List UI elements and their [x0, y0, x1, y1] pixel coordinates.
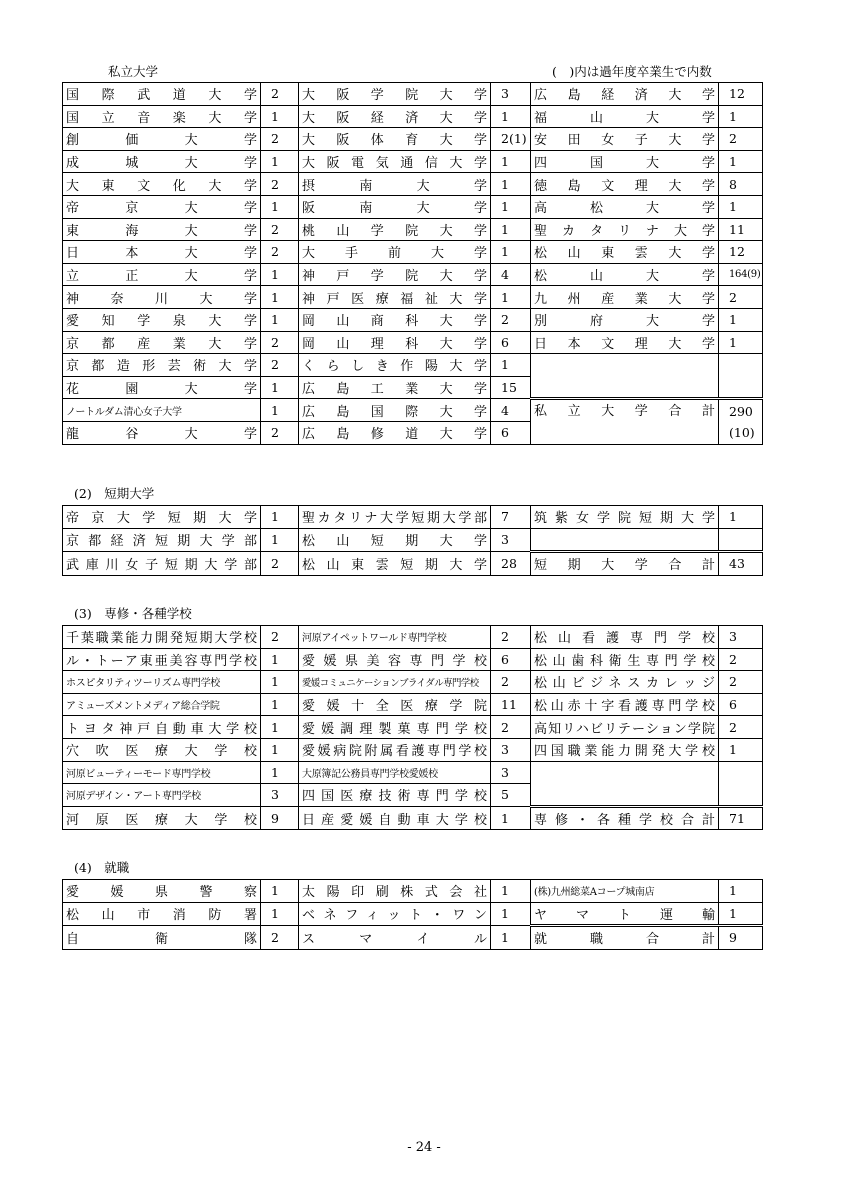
employment-table: [62, 879, 763, 950]
table-row: [63, 528, 763, 552]
count: 3: [491, 738, 531, 761]
school-name: 太陽印刷株式会社: [299, 880, 491, 903]
count: 1: [719, 331, 763, 354]
private-university-table: [62, 82, 763, 445]
count: 12: [719, 83, 763, 106]
vocational-school-table: [62, 625, 763, 830]
count: 1: [261, 506, 299, 529]
school-name: 神戸学院大学: [299, 263, 491, 286]
school-name: 松山歯科衛生専門学校: [531, 648, 719, 671]
school-name: 広島国際大学: [299, 399, 491, 422]
count: 1: [261, 150, 299, 173]
school-name: 愛媛県美容専門学校: [299, 648, 491, 671]
count: 1: [719, 506, 763, 529]
school-name: 河原アイペットワールド専門学校: [299, 626, 491, 649]
count: 2: [261, 218, 299, 241]
school-name: 花園大学: [63, 376, 261, 399]
count: 2: [719, 671, 763, 694]
empty-cell: [531, 761, 719, 806]
table-row: [63, 399, 763, 422]
table-row: [63, 83, 763, 106]
school-name: ル・トーア東亜美容専門学校: [63, 648, 261, 671]
table-row: [63, 150, 763, 173]
employment-heading: (4) 就職: [74, 860, 130, 875]
count: 1: [261, 716, 299, 739]
school-name: 愛媛病院附属看護専門学校: [299, 738, 491, 761]
school-name: トヨタ神戸自動車大学校: [63, 716, 261, 739]
past-graduates-note: ( )内は過年度卒業生で内数: [552, 64, 712, 79]
count: 3: [261, 784, 299, 807]
table-row: [63, 716, 763, 739]
table-row: [63, 926, 763, 950]
school-name: 松山赤十字看護専門学校: [531, 693, 719, 716]
count: 2: [491, 626, 531, 649]
school-name: 松山短期大学: [299, 528, 491, 552]
school-name: 龍谷大学: [63, 421, 261, 444]
count: 1: [719, 150, 763, 173]
school-name: 愛知学泉大学: [63, 308, 261, 331]
count: 1: [261, 399, 299, 422]
count: 1: [261, 880, 299, 903]
count: 4: [491, 399, 531, 422]
count: 15: [491, 376, 531, 399]
school-name: 河原医療大学校: [63, 806, 261, 830]
table-row: [63, 173, 763, 196]
school-name: ノートルダム清心女子大学: [63, 399, 261, 422]
school-name: 愛媛コミュニケーションブライダル専門学校: [299, 671, 491, 694]
count: 1: [491, 150, 531, 173]
count: 3: [719, 626, 763, 649]
count: 2: [261, 241, 299, 264]
school-name: 大阪体育大学: [299, 128, 491, 151]
count: 1: [491, 286, 531, 309]
junior-college-table: [62, 505, 763, 576]
school-name: 日産愛媛自動車大学校: [299, 806, 491, 830]
count: 2: [261, 331, 299, 354]
table-row: [63, 693, 763, 716]
count: 1: [491, 218, 531, 241]
school-name: 四国職業能力開発大学校: [531, 738, 719, 761]
school-name: 京都造形芸術大学: [63, 354, 261, 377]
table-row: [63, 105, 763, 128]
school-name: ホスピタリティツーリズム専門学校: [63, 671, 261, 694]
count: 2: [261, 421, 299, 444]
count: 1: [491, 354, 531, 377]
count: 1: [491, 195, 531, 218]
count: 5: [491, 784, 531, 807]
table-row: [63, 648, 763, 671]
count: 28: [491, 552, 531, 576]
table-row: [63, 308, 763, 331]
school-name: 阪南大学: [299, 195, 491, 218]
empty-cell: [719, 354, 763, 399]
count: 1: [719, 105, 763, 128]
school-name: くらしき作陽大学: [299, 354, 491, 377]
school-name: 帝京大学: [63, 195, 261, 218]
school-name: 広島工業大学: [299, 376, 491, 399]
count: 1: [261, 528, 299, 552]
count: 9: [261, 806, 299, 830]
school-name: スマイル: [299, 926, 491, 950]
school-name: 短期大学合計: [531, 552, 719, 576]
count: 1: [261, 671, 299, 694]
count: 2: [261, 926, 299, 950]
school-name: [531, 528, 719, 552]
count: 1: [491, 806, 531, 830]
count: 3: [491, 528, 531, 552]
count: 1: [719, 195, 763, 218]
school-name: 四国医療技術専門学校: [299, 784, 491, 807]
private-univ-total: [719, 399, 763, 444]
school-name: 日本文理大学: [531, 331, 719, 354]
school-name: 帝京大学短期大学: [63, 506, 261, 529]
count: 2: [491, 308, 531, 331]
table-row: [63, 880, 763, 903]
count: 2: [261, 626, 299, 649]
table-row: [63, 263, 763, 286]
school-name: 福山大学: [531, 105, 719, 128]
table-row: [63, 761, 763, 784]
vocational-total-label: 専修・各種学校合計: [531, 806, 719, 830]
count: 12: [719, 241, 763, 264]
count: 1: [261, 693, 299, 716]
count: 11: [491, 693, 531, 716]
empty-cell: [719, 761, 763, 806]
count: 1: [491, 902, 531, 926]
private-univ-total-sub: (10): [729, 424, 755, 440]
school-name: 就職合計: [531, 926, 719, 950]
count: 164(9): [719, 263, 763, 286]
table-row: [63, 286, 763, 309]
school-name: 松山東雲短期大学: [299, 552, 491, 576]
school-name: ベネフィット・ワン: [299, 902, 491, 926]
empty-cell: [531, 354, 719, 399]
count: 8: [719, 173, 763, 196]
count: 2: [261, 173, 299, 196]
count: 3: [491, 83, 531, 106]
school-name: 安田女子大学: [531, 128, 719, 151]
count: 1: [491, 880, 531, 903]
table-row: [63, 241, 763, 264]
count: 2: [491, 716, 531, 739]
school-name: 広島修道大学: [299, 421, 491, 444]
count: 1: [261, 902, 299, 926]
school-name: 高知リハビリテーション学院: [531, 716, 719, 739]
count: 1: [719, 738, 763, 761]
school-name: 松山ビジネスカレッジ: [531, 671, 719, 694]
school-name: 大手前大学: [299, 241, 491, 264]
school-name: 桃山学院大学: [299, 218, 491, 241]
school-name: 松山市消防署: [63, 902, 261, 926]
count: 6: [719, 693, 763, 716]
vocational-heading: (3) 専修・各種学校: [74, 606, 192, 621]
school-name: 松山大学: [531, 263, 719, 286]
table-row: [63, 218, 763, 241]
school-name: 武庫川女子短期大学部: [63, 552, 261, 576]
school-name: 松山東雲大学: [531, 241, 719, 264]
school-name: 自衛隊: [63, 926, 261, 950]
table-row: [63, 552, 763, 576]
count: 1: [491, 241, 531, 264]
school-name: 広島経済大学: [531, 83, 719, 106]
school-name: 愛媛十全医療学院: [299, 693, 491, 716]
count: 1: [491, 173, 531, 196]
count: 2(1): [491, 128, 531, 151]
count: 1: [261, 105, 299, 128]
school-name: 松山看護専門学校: [531, 626, 719, 649]
school-name: 千葉職業能力開発短期大学校: [63, 626, 261, 649]
school-name: 国立音楽大学: [63, 105, 261, 128]
private-univ-total-label: 私立大学合計: [531, 399, 719, 444]
count: 1: [261, 286, 299, 309]
table-row: [63, 128, 763, 151]
private-univ-heading: 私立大学: [108, 64, 159, 79]
school-name: 高松大学: [531, 195, 719, 218]
school-name: 別府大学: [531, 308, 719, 331]
school-name: 四国大学: [531, 150, 719, 173]
table-row: [63, 506, 763, 529]
count: 2: [719, 286, 763, 309]
count: 9: [719, 926, 763, 950]
school-name: 日本大学: [63, 241, 261, 264]
school-name: アミューズメントメディア総合学院: [63, 693, 261, 716]
school-name: 成城大学: [63, 150, 261, 173]
school-name: 穴吹医療大学校: [63, 738, 261, 761]
page-number: - 24 -: [407, 1140, 441, 1155]
count: 1: [491, 926, 531, 950]
count: 4: [491, 263, 531, 286]
count: 2: [261, 83, 299, 106]
vocational-total-value: 71: [719, 806, 763, 830]
school-name: 大原簿記公務員専門学校愛媛校: [299, 761, 491, 784]
count: 1: [719, 308, 763, 331]
count: 1: [719, 880, 763, 903]
count: 6: [491, 331, 531, 354]
school-name: 東海大学: [63, 218, 261, 241]
school-name: 愛媛調理製菓専門学校: [299, 716, 491, 739]
school-name: 京都経済短期大学部: [63, 528, 261, 552]
school-name: 岡山商科大学: [299, 308, 491, 331]
count: 1: [491, 105, 531, 128]
count: 2: [719, 716, 763, 739]
count: 2: [261, 128, 299, 151]
school-name: 九州産業大学: [531, 286, 719, 309]
count: 2: [719, 648, 763, 671]
school-name: 神奈川大学: [63, 286, 261, 309]
count: 3: [491, 761, 531, 784]
school-name: 大阪経済大学: [299, 105, 491, 128]
school-name: (株)九州総菜Aコープ城南店: [531, 880, 719, 903]
table-row: [63, 354, 763, 377]
count: 1: [261, 263, 299, 286]
count: 1: [261, 648, 299, 671]
count: 2: [719, 128, 763, 151]
school-name: 河原ビューティーモード専門学校: [63, 761, 261, 784]
table-row: [63, 902, 763, 926]
count: [719, 528, 763, 552]
school-name: 神戸医療福祉大学: [299, 286, 491, 309]
count: 1: [261, 738, 299, 761]
count: 1: [261, 761, 299, 784]
school-name: 筑紫女学院短期大学: [531, 506, 719, 529]
school-name: 愛媛県警察: [63, 880, 261, 903]
table-row: [63, 195, 763, 218]
school-name: 京都産業大学: [63, 331, 261, 354]
count: 6: [491, 421, 531, 444]
school-name: 徳島文理大学: [531, 173, 719, 196]
school-name: 摂南大学: [299, 173, 491, 196]
count: 43: [719, 552, 763, 576]
count: 7: [491, 506, 531, 529]
school-name: 河原デザイン・アート専門学校: [63, 784, 261, 807]
school-name: 大東文化大学: [63, 173, 261, 196]
table-row: [63, 806, 763, 830]
count: 1: [261, 376, 299, 399]
school-name: 聖カタリナ大学: [531, 218, 719, 241]
table-row: [63, 626, 763, 649]
school-name: 創価大学: [63, 128, 261, 151]
count: 2: [261, 354, 299, 377]
school-name: 立正大学: [63, 263, 261, 286]
school-name: 大阪学院大学: [299, 83, 491, 106]
school-name: 国際武道大学: [63, 83, 261, 106]
school-name: ヤマト運輸: [531, 902, 719, 926]
junior-college-heading: (2) 短期大学: [74, 486, 155, 501]
school-name: 岡山理科大学: [299, 331, 491, 354]
count: 2: [491, 671, 531, 694]
table-row: [63, 738, 763, 761]
count: 1: [719, 902, 763, 926]
count: 1: [261, 308, 299, 331]
count: 2: [261, 552, 299, 576]
count: 1: [261, 195, 299, 218]
table-row: [63, 671, 763, 694]
school-name: 聖カタリナ大学短期大学部: [299, 506, 491, 529]
count: 6: [491, 648, 531, 671]
count: 11: [719, 218, 763, 241]
table-row: [63, 331, 763, 354]
school-name: 大阪電気通信大学: [299, 150, 491, 173]
private-univ-total-value: 290: [729, 403, 753, 419]
